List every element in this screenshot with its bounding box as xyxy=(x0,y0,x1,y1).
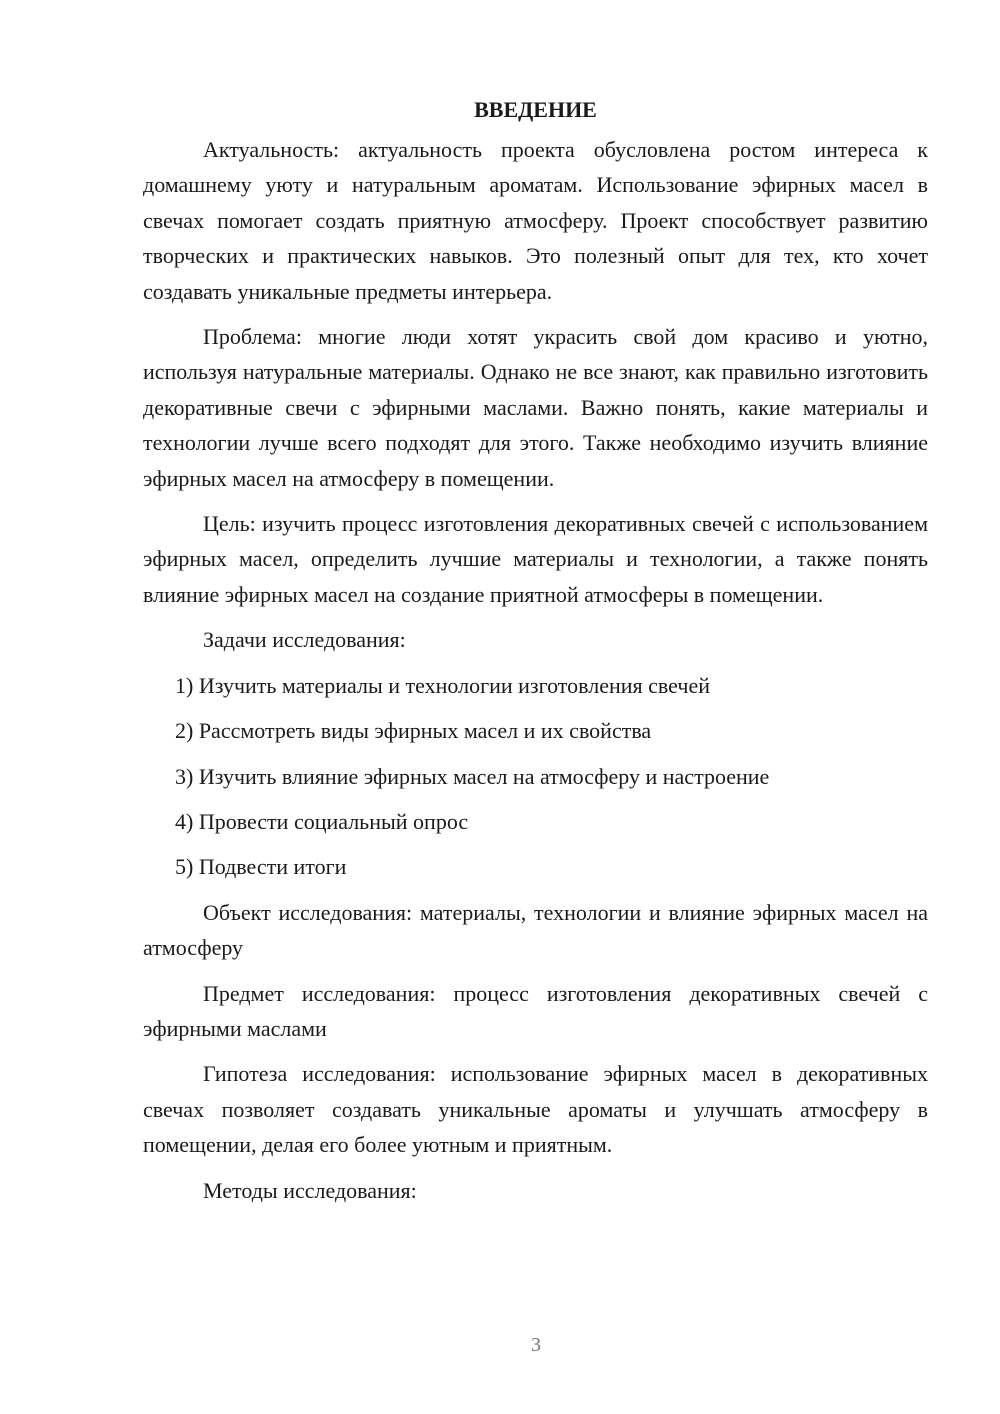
paragraph-relevance: Актуальность: актуальность проекта обусловлена ростом интереса к домашнему уюту и натуральным ароматам. Использование эфирных масел в свечах помогает создать приятную атмосферу. Проект способствует развитию творческих и практических навыков. Это полезный опыт для тех, кто хочет создавать уникальные предметы интерьера. xyxy=(143,137,928,304)
methods-heading: Методы исследования: xyxy=(203,1177,417,1203)
tasks-list xyxy=(143,668,928,885)
list-item: 5) Подвести итоги xyxy=(175,854,347,880)
paragraph-goal: Цель: изучить процесс изготовления декоративных свечей с использованием эфирных масел, определить лучшие материалы и технологии, а также понять влияние эфирных масел на создание приятной атмосферы в помещении. xyxy=(143,511,928,607)
tasks-heading: Задачи исследования: xyxy=(203,627,406,653)
page-content xyxy=(143,92,928,1218)
list-item: 1) Изучить материалы и технологии изготовления свечей xyxy=(175,672,710,698)
paragraph-problem: Проблема: многие люди хотят украсить свой дом красиво и уютно, используя натуральные материалы. Однако не все знают, как правильно изготовить декоративные свечи с эфирными маслами. Важно понять, какие материалы и технологии лучше всего подходят для этого. Также необходимо изучить влияние эфирных масел на атмосферу в помещении. xyxy=(143,324,928,491)
list-item: 4) Провести социальный опрос xyxy=(175,808,469,834)
page-number: 3 xyxy=(531,1334,541,1356)
list-item: 2) Рассмотреть виды эфирных масел и их свойства xyxy=(175,718,652,744)
paragraph-object: Объект исследования: материалы, технологии и влияние эфирных масел на атмосферу xyxy=(143,899,928,961)
paragraph-hypothesis: Гипотеза исследования: использование эфирных масел в декоративных свечах позволяет создавать уникальные ароматы и улучшать атмосферу в помещении, делая его более уютным и приятным. xyxy=(143,1061,928,1158)
page-title: ВВЕДЕНИЕ xyxy=(474,97,597,122)
paragraph-subject: Предмет исследования: процесс изготовления декоративных свечей с эфирными маслами xyxy=(143,980,928,1041)
list-item: 3) Изучить влияние эфирных масел на атмосферу и настроение xyxy=(175,763,770,789)
